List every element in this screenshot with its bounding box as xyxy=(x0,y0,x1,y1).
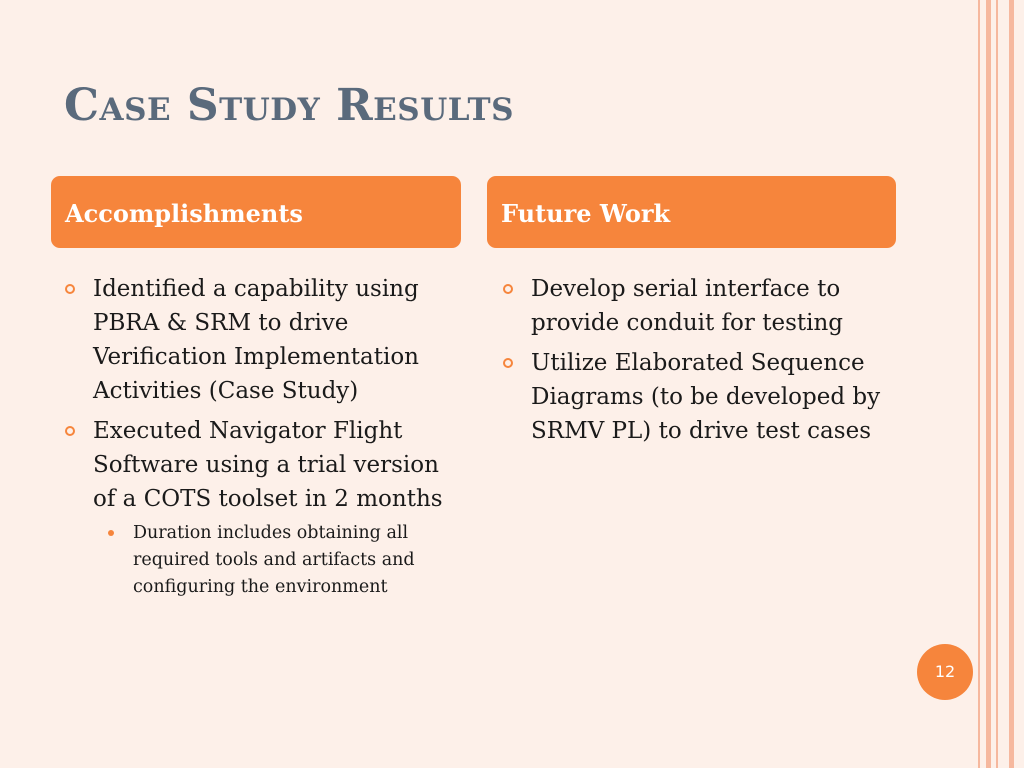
bullet-text: Utilize Elaborated Sequence Diagrams (to be developed by SRMV PL) to drive test cases xyxy=(531,350,881,444)
list-item xyxy=(62,414,462,601)
ring-bullet-icon xyxy=(503,358,513,368)
decorative-stripe xyxy=(996,0,998,768)
ring-bullet-icon xyxy=(65,284,75,294)
bullet-text: Executed Navigator Flight Software using a trial version of a COTS toolset in 2 months xyxy=(93,418,443,512)
list-item xyxy=(500,346,900,448)
decorative-stripe xyxy=(1009,0,1014,768)
bullet-text: Identified a capability using PBRA & SRM to drive Verification Implementation Activities (Case Study) xyxy=(93,276,419,404)
ring-bullet-icon xyxy=(65,426,75,436)
sub-bullet-text: Duration includes obtaining all required tools and artifacts and configuring the environment xyxy=(133,523,415,597)
list-item xyxy=(500,272,900,340)
sub-list xyxy=(93,520,462,601)
dot-bullet-icon xyxy=(108,530,114,536)
page-number-badge: 12 xyxy=(917,644,973,700)
decorative-stripe xyxy=(978,0,980,768)
accomplishments-column xyxy=(62,272,462,607)
slide-title: Case Study Results xyxy=(64,80,514,131)
future-work-header: Future Work xyxy=(487,176,896,248)
future-work-column xyxy=(500,272,900,454)
accomplishments-list xyxy=(62,272,462,601)
ring-bullet-icon xyxy=(503,284,513,294)
sub-list-item xyxy=(62,520,462,601)
accomplishments-header: Accomplishments xyxy=(51,176,461,248)
future-work-list xyxy=(500,272,900,448)
decorative-stripe xyxy=(986,0,991,768)
bullet-text: Develop serial interface to provide conduit for testing xyxy=(531,276,844,336)
list-item xyxy=(62,272,462,408)
